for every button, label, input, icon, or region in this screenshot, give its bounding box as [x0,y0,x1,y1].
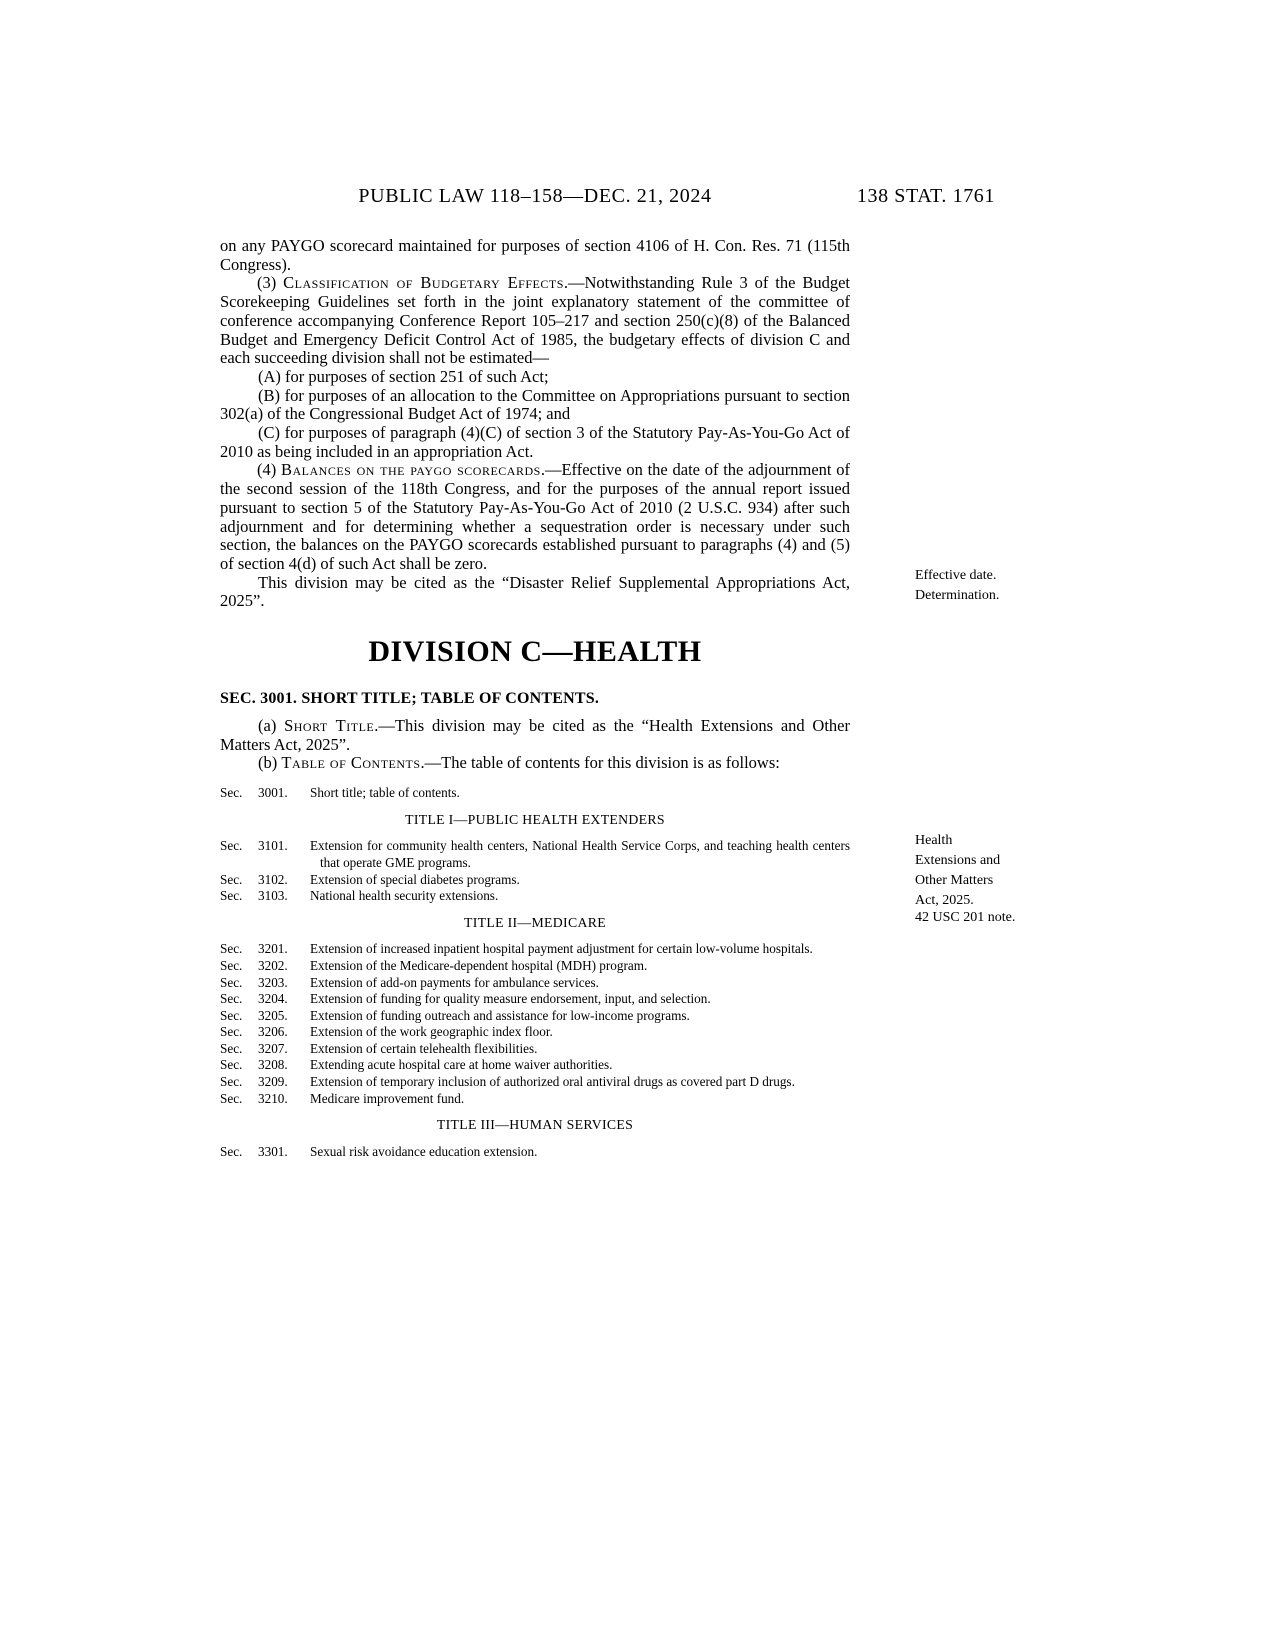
margin-note-line: 42 USC 201 note. [915,910,1016,925]
toc-sec-number: 3203. [258,974,288,990]
toc-entry [220,941,850,958]
toc-sec-label: Sec. [220,1007,243,1023]
margin-note-line: Effective date. [915,568,997,583]
text-run: This division may be cited as the “Disaster Relief Supplemental Appropriations Act, 2025”. [220,572,850,611]
text-run: (4) [257,460,281,480]
toc-entry [220,1041,850,1058]
running-header [220,185,995,211]
toc-sec-label: Sec. [220,888,243,904]
margin-note-line: Health [915,833,953,848]
paragraph [220,717,850,754]
toc-entry-text: Extension of increased inpatient hospital payment adjustment for certain low-volume hospitals. [310,941,813,957]
small-caps-run: Balances on the paygo scorecards [281,460,541,480]
toc-entry [220,888,850,905]
toc-sec-label: Sec. [220,957,243,973]
toc-sec-label: Sec. [220,991,243,1007]
toc-entry-text: Extending acute hospital care at home waiver authorities. [310,1057,613,1073]
toc-sec-number: 3202. [258,957,288,973]
toc-sec-number: 3101. [258,838,288,854]
toc-sec-number: 3201. [258,941,288,957]
toc-sec-number: 3209. [258,1074,288,1090]
small-caps-run: Table of Contents [281,753,421,773]
text-run: .—Effective on the date of the adjournment of the second session of the 118th Congress, and for the purposes of the annual report issued pursuant to section 5 of the Statutory Pay-As-You-Go Act of 2010 (2 U.S.C. 934) after such adjournment and for determining whether a sequestration order is necessary under such section, the balances on the PAYGO scorecards established pursuant to paragraphs (4) and (5) of section 4(d) of such Act shall be zero. [220,460,850,573]
toc-entry-text: Extension of special diabetes programs. [310,871,520,887]
toc-sec-label: Sec. [220,1057,243,1073]
toc-sec-label: Sec. [220,785,243,801]
margin-note-line: Other Matters [915,873,994,888]
margin-note [915,831,1050,911]
toc-sec-label: Sec. [220,1143,243,1159]
toc-entry [220,975,850,992]
toc-sec-number: 3001. [258,785,288,801]
small-caps-run: Short Title [284,716,375,736]
toc-sec-number: 3210. [258,1090,288,1106]
toc-sec-number: 3103. [258,888,288,904]
toc-entry [220,1024,850,1041]
toc-sec-label: Sec. [220,871,243,887]
paragraph [220,574,850,611]
toc-sec-number: 3208. [258,1057,288,1073]
text-run: (A) for purposes of section 251 of such Act; [258,366,549,386]
toc-entry [220,785,850,802]
text-run: .—The table of contents for this division is as follows: [420,753,780,773]
toc-entry [220,1144,850,1161]
margin-note [915,566,1050,606]
toc-entry-text: Extension of funding for quality measure endorsement, input, and selection. [310,991,711,1007]
toc-entry [220,991,850,1008]
toc-entry-text: Extension of the work geographic index floor. [310,1024,553,1040]
text-run: .—Notwithstanding Rule 3 of the Budget Scorekeeping Guidelines set forth in the joint explanatory statement of the committee of conference accompanying Conference Report 105–217 and section 250(c)(8) of the Balanced Budget and Emergency Deficit Control Act of 1985, the budgetary effects of division C and each succeeding division shall not be estimated— [220,273,850,368]
toc-entry-text: Extension for community health centers, National Health Service Corps, and teaching health centers that operate GME programs. [310,838,850,870]
statute-body-part2 [220,717,850,773]
toc-sec-number: 3102. [258,871,288,887]
margin-note [915,908,1050,928]
toc-entry-text: Extension of temporary inclusion of authorized oral antiviral drugs as covered part D drugs. [310,1074,795,1090]
paragraph [220,424,850,461]
margin-note-line: Determination. [915,588,1000,603]
paragraph [220,754,850,773]
division-heading: DIVISION C—HEALTH [368,635,702,669]
toc-sec-number: 3206. [258,1024,288,1040]
paragraph [220,368,850,387]
header-law-title: PUBLIC LAW 118–158—DEC. 21, 2024 [358,185,712,207]
toc-entry [220,1008,850,1025]
toc-sec-number: 3205. [258,1007,288,1023]
toc-entry-text: Extension of the Medicare-dependent hospital (MDH) program. [310,957,648,973]
text-run: (3) [257,273,284,293]
toc-sec-label: Sec. [220,1074,243,1090]
small-caps-run: Classification of Budgetary Effects [283,273,564,293]
toc-entry-text: Extension of add-on payments for ambulance services. [310,974,599,990]
text-run: (C) for purposes of paragraph (4)(C) of section 3 of the Statutory Pay-As-You-Go Act of 2010 as being included in an appropriation Act. [220,423,850,461]
toc-sec-number: 3204. [258,991,288,1007]
toc-entry-text: National health security extensions. [310,888,499,904]
toc-entry [220,838,850,871]
paragraph [220,274,850,368]
toc-sec-number: 3207. [258,1040,288,1056]
toc-title: TITLE III—HUMAN SERVICES [436,1117,634,1133]
text-run: (b) [258,753,282,773]
paragraph [220,387,850,424]
toc-entry [220,958,850,975]
toc-entry-text: Short title; table of contents. [310,785,460,801]
toc-entry [220,872,850,889]
text-run: (a) [258,716,285,736]
toc-title: TITLE II—MEDICARE [464,914,606,930]
margin-note-line: Act, 2025. [915,893,974,908]
toc-sec-label: Sec. [220,941,243,957]
toc-entry-text: Extension of funding outreach and assistance for low-income programs. [310,1007,690,1023]
paragraph [220,237,850,274]
section-heading: SEC. 3001. SHORT TITLE; TABLE OF CONTENTS. [220,690,600,708]
text-run: (B) for purposes of an allocation to the Committee on Appropriations pursuant to section 302(a) of the Congressional Budget Act of 1974; and [220,385,850,424]
toc-sec-label: Sec. [220,1040,243,1056]
toc-sec-label: Sec. [220,1024,243,1040]
margin-note-line: Extensions and [915,853,1001,868]
toc-entry [220,1057,850,1074]
toc-sec-label: Sec. [220,1090,243,1106]
toc-entry [220,1091,850,1108]
toc-sec-number: 3301. [258,1143,288,1159]
table-of-contents [220,785,850,1160]
toc-sec-label: Sec. [220,974,243,990]
text-run: .—This division may be cited as the “Health Extensions and Other Matters Act, 2025”. [220,716,850,754]
toc-entry-text: Sexual risk avoidance education extension. [310,1143,538,1159]
toc-sec-label: Sec. [220,838,243,854]
paragraph [220,461,850,573]
text-run: on any PAYGO scorecard maintained for purposes of section 4106 of H. Con. Res. 71 (115th Congress). [220,236,850,274]
header-stat-number: 138 STAT. 1761 [856,185,995,207]
statute-body-part1 [220,237,850,611]
toc-title: TITLE I—PUBLIC HEALTH EXTENDERS [405,811,665,827]
toc-entry-text: Extension of certain telehealth flexibilities. [310,1040,538,1056]
toc-entry-text: Medicare improvement fund. [310,1090,465,1106]
toc-entry [220,1074,850,1091]
